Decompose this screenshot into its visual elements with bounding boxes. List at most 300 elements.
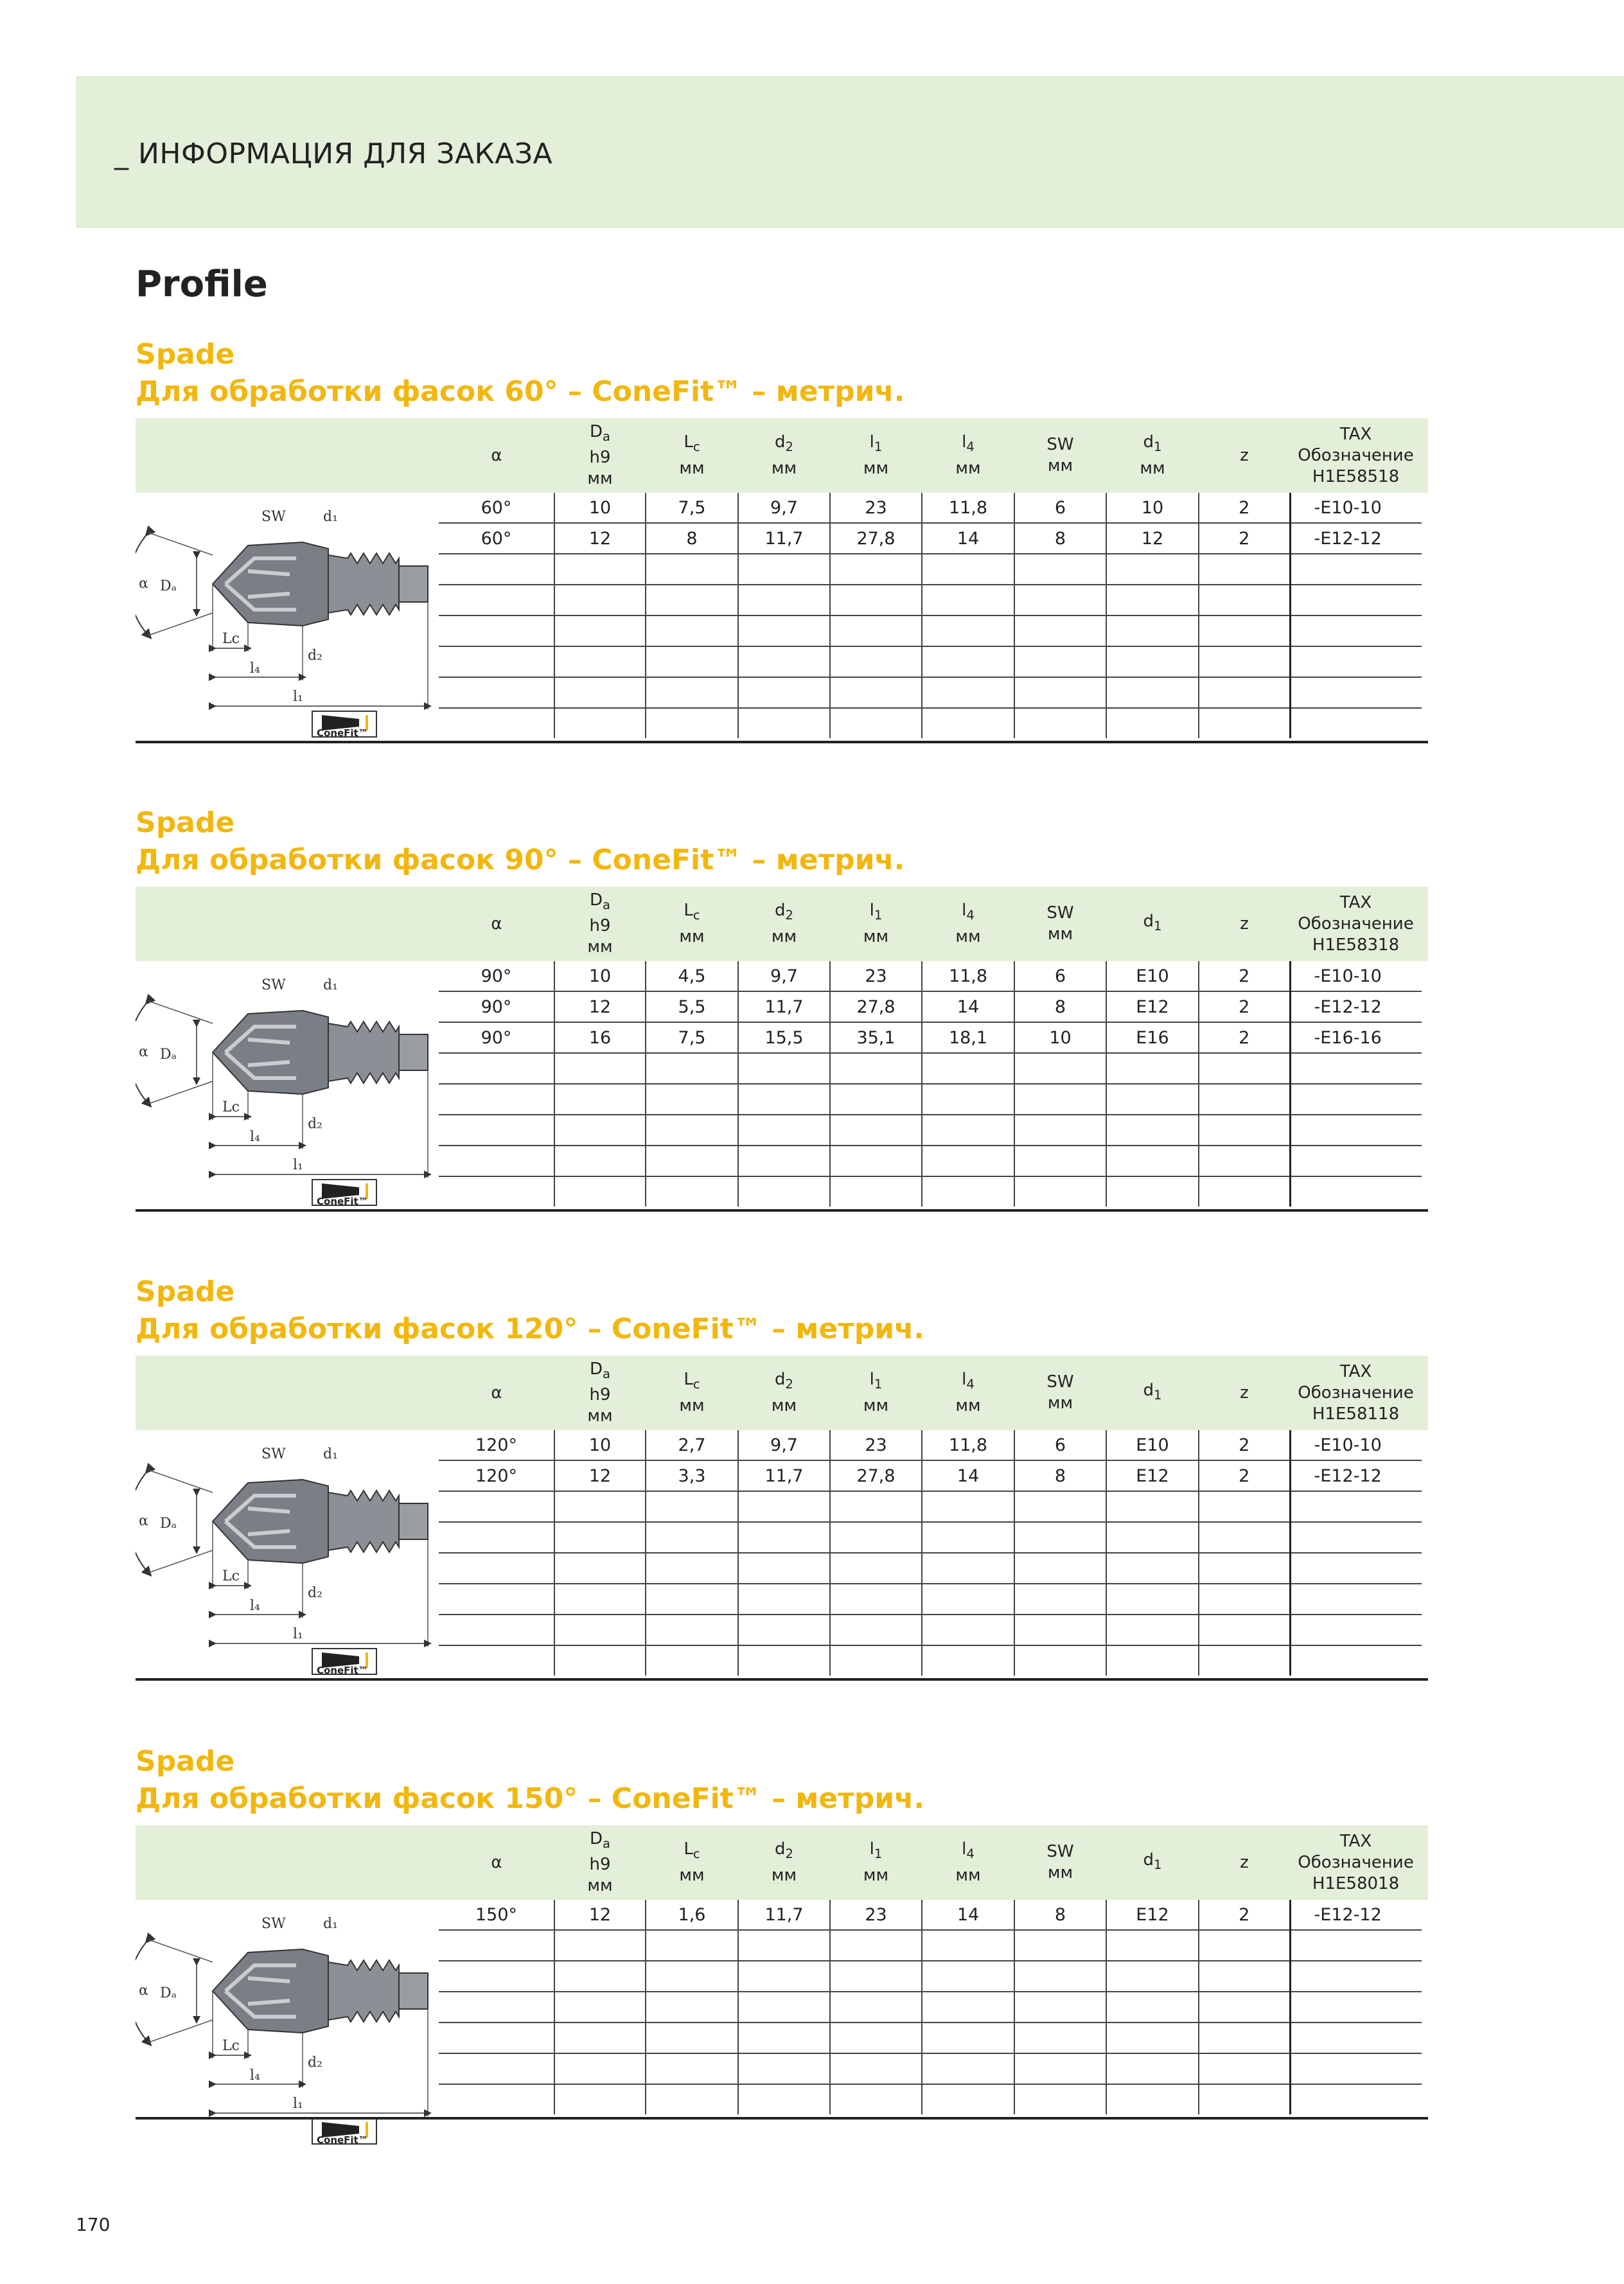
conefit-badge: [312, 2118, 376, 2145]
d2-dim-label: d₂: [308, 1585, 322, 1601]
lc-dim-label: Lc: [222, 1099, 240, 1115]
l1-dim-label: l₁: [293, 689, 303, 705]
column-header-d1: $d_1$: [1143, 1850, 1162, 1873]
empty-table-row: [439, 1553, 1422, 1584]
cell-l1: 27,8: [830, 991, 922, 1022]
cell-l1: [830, 708, 922, 738]
cell-l1: 23: [830, 1430, 922, 1460]
cell-sw: [1014, 1553, 1106, 1584]
product-section: [136, 1273, 1428, 1676]
svg-text:ConeFit™: ConeFit™: [317, 727, 368, 738]
cell-alpha: [439, 708, 554, 738]
cell-z: [1199, 1176, 1290, 1207]
alpha-dim-label: α: [139, 1513, 148, 1529]
column-header-lc: $L_c$ мм: [679, 432, 705, 478]
cell-tax: [1290, 554, 1422, 585]
cell-sw: [1014, 1176, 1106, 1207]
table-row: [439, 493, 1422, 523]
cell-d1: [1106, 554, 1199, 585]
threaded-shank: [328, 1960, 399, 2022]
cell-alpha: 90°: [439, 1022, 554, 1053]
cell-d1: [1106, 1522, 1199, 1553]
table-header-row: [439, 418, 1422, 493]
cell-l4: 11,8: [922, 1430, 1014, 1460]
cell-d2: [738, 1930, 830, 1961]
order-table: [439, 418, 1422, 738]
section-subtitle: Для обработки фасок 90° – ConeFit™ – метрич.: [136, 844, 905, 876]
cell-tax: -E12-12: [1290, 991, 1422, 1022]
cell-sw: 8: [1014, 523, 1106, 554]
cell-da: [554, 1645, 646, 1676]
da-dim-label: Dₐ: [160, 1047, 177, 1063]
cell-tax: [1290, 1930, 1422, 1961]
column-header-lc: $L_c$ мм: [679, 901, 705, 946]
tool-head-shape: [213, 1949, 328, 2033]
cell-alpha: 120°: [439, 1460, 554, 1491]
cell-alpha: [439, 646, 554, 677]
cell-z: [1199, 708, 1290, 738]
cell-tax: [1290, 1992, 1422, 2023]
cell-da: [554, 1615, 646, 1645]
empty-table-row: [439, 646, 1422, 677]
cell-d2: 9,7: [738, 493, 830, 523]
cell-d1: [1106, 1053, 1199, 1084]
cell-lc: [646, 1584, 738, 1615]
cell-tax: [1290, 2023, 1422, 2053]
conefit-badge: [312, 1649, 376, 1676]
cell-d1: [1106, 1930, 1199, 1961]
cell-l1: [830, 1584, 922, 1615]
cell-lc: 3,3: [646, 1460, 738, 1491]
cell-da: [554, 1553, 646, 1584]
cell-tax: -E12-12: [1290, 1460, 1422, 1491]
cell-d2: 11,7: [738, 1900, 830, 1930]
cell-sw: [1014, 677, 1106, 708]
cell-da: [554, 585, 646, 615]
cell-z: [1199, 1553, 1290, 1584]
cell-l4: 14: [922, 1460, 1014, 1491]
column-header-alpha: α: [491, 1852, 502, 1872]
cell-d2: [738, 1553, 830, 1584]
column-header-d2: $d_2$ мм: [771, 901, 797, 946]
tool-drawing: [136, 962, 437, 1207]
cell-sw: [1014, 1522, 1106, 1553]
cell-lc: [646, 1645, 738, 1676]
cell-l1: [830, 646, 922, 677]
l4-dim-label: l₄: [250, 660, 260, 677]
cell-da: [554, 1146, 646, 1176]
cell-alpha: [439, 2023, 554, 2053]
column-header-z: z: [1240, 445, 1249, 465]
product-section: [136, 804, 1428, 1207]
cell-l1: [830, 1522, 922, 1553]
cell-d2: [738, 554, 830, 585]
cell-lc: 5,5: [646, 991, 738, 1022]
cell-z: [1199, 1584, 1290, 1615]
page-number: 170: [76, 2214, 110, 2235]
empty-table-row: [439, 1930, 1422, 1961]
tool-drawing-area: [136, 494, 437, 738]
cell-lc: [646, 1553, 738, 1584]
l1-dim-label: l₁: [293, 2096, 303, 2112]
cell-d1: [1106, 1084, 1199, 1115]
cell-sw: 6: [1014, 493, 1106, 523]
cell-alpha: [439, 1615, 554, 1645]
d1-dim-label: d₁: [323, 1446, 338, 1462]
cell-lc: [646, 1115, 738, 1146]
column-header-da: $D_a$ h9 мм: [587, 890, 613, 957]
cell-alpha: [439, 1961, 554, 1992]
table-row: [439, 1430, 1422, 1460]
cell-tax: -E10-10: [1290, 1430, 1422, 1460]
column-header-alpha: α: [491, 1383, 502, 1403]
cell-alpha: [439, 2084, 554, 2114]
sw-dim-label: SW: [261, 509, 286, 525]
cell-z: [1199, 1053, 1290, 1084]
cell-sw: [1014, 708, 1106, 738]
tool-head-shape: [213, 542, 328, 626]
cell-alpha: [439, 2053, 554, 2084]
cell-d1: 12: [1106, 523, 1199, 554]
cell-tax: [1290, 1615, 1422, 1645]
page-title: Profile: [136, 263, 268, 305]
cell-l4: 11,8: [922, 961, 1014, 991]
cell-tax: [1290, 646, 1422, 677]
header-banner: [76, 76, 1624, 228]
cell-da: [554, 1584, 646, 1615]
cell-lc: 1,6: [646, 1900, 738, 1930]
da-dim-label: Dₐ: [160, 1985, 177, 2001]
cell-da: [554, 677, 646, 708]
cell-tax: [1290, 1584, 1422, 1615]
cell-tax: [1290, 1491, 1422, 1522]
empty-table-row: [439, 1522, 1422, 1553]
cell-z: 2: [1199, 1460, 1290, 1491]
cell-lc: 8: [646, 523, 738, 554]
cell-lc: 7,5: [646, 493, 738, 523]
cell-z: [1199, 615, 1290, 646]
cell-da: [554, 2053, 646, 2084]
empty-table-row: [439, 1053, 1422, 1084]
cell-alpha: [439, 1930, 554, 1961]
cell-z: [1199, 2084, 1290, 2114]
cell-lc: 7,5: [646, 1022, 738, 1053]
lc-dim-label: Lc: [222, 631, 240, 647]
table-row: [439, 1460, 1422, 1491]
cell-l4: 14: [922, 523, 1014, 554]
da-dim-label: Dₐ: [160, 578, 177, 594]
cell-z: 2: [1199, 961, 1290, 991]
cell-z: [1199, 1522, 1290, 1553]
sw-dim-label: SW: [261, 1446, 286, 1462]
column-header-sw: SW мм: [1046, 1372, 1074, 1413]
table-row: [439, 1022, 1422, 1053]
section-title: Spade: [136, 1275, 235, 1308]
d2-dim-label: d₂: [308, 648, 322, 664]
cell-d2: [738, 708, 830, 738]
l1-dim-label: l₁: [293, 1157, 303, 1173]
cell-d2: 9,7: [738, 961, 830, 991]
empty-table-row: [439, 554, 1422, 585]
cell-da: 12: [554, 1460, 646, 1491]
cell-lc: [646, 585, 738, 615]
cell-sw: 10: [1014, 1022, 1106, 1053]
column-header-da: $D_a$ h9 мм: [587, 1359, 613, 1426]
tool-drawing: [136, 494, 437, 738]
table-bottom-rule: [136, 1209, 1428, 1212]
cell-l4: [922, 1961, 1014, 1992]
cell-tax: [1290, 2084, 1422, 2114]
cell-l1: [830, 615, 922, 646]
column-header-da: $D_a$ h9 мм: [587, 421, 613, 489]
cell-sw: [1014, 1115, 1106, 1146]
cell-tax: [1290, 1176, 1422, 1207]
lc-dim-label: Lc: [222, 2038, 240, 2054]
cell-sw: [1014, 615, 1106, 646]
conefit-badge: [312, 1180, 376, 1207]
cell-z: [1199, 1084, 1290, 1115]
section-title: Spade: [136, 806, 235, 839]
svg-text:ConeFit™: ConeFit™: [317, 2134, 368, 2145]
alpha-dim-label: α: [139, 576, 148, 592]
threaded-shank: [328, 1491, 399, 1552]
cell-l4: [922, 1930, 1014, 1961]
cell-l4: 14: [922, 991, 1014, 1022]
cell-z: 2: [1199, 991, 1290, 1022]
cell-d2: [738, 1992, 830, 2023]
cell-alpha: 90°: [439, 961, 554, 991]
cell-z: [1199, 1645, 1290, 1676]
cell-tax: [1290, 615, 1422, 646]
cell-alpha: [439, 1053, 554, 1084]
cell-lc: [646, 1053, 738, 1084]
cell-l1: [830, 1491, 922, 1522]
cell-l1: 27,8: [830, 1460, 922, 1491]
cell-l1: [830, 2023, 922, 2053]
cell-l1: [830, 1176, 922, 1207]
cell-alpha: [439, 1146, 554, 1176]
cell-d1: E10: [1106, 961, 1199, 991]
cell-z: 2: [1199, 1900, 1290, 1930]
cell-tax: [1290, 585, 1422, 615]
cell-l1: 35,1: [830, 1022, 922, 1053]
cell-l4: [922, 1645, 1014, 1676]
threaded-shank: [328, 553, 399, 615]
cell-tax: [1290, 1084, 1422, 1115]
cell-d1: E10: [1106, 1430, 1199, 1460]
cell-d2: [738, 1961, 830, 1992]
cell-lc: [646, 1930, 738, 1961]
cell-z: [1199, 2053, 1290, 2084]
cell-alpha: [439, 615, 554, 646]
cell-d1: E16: [1106, 1022, 1199, 1053]
d1-dim-label: d₁: [323, 1916, 338, 1932]
cell-l1: 23: [830, 493, 922, 523]
cell-z: [1199, 1615, 1290, 1645]
cell-alpha: [439, 585, 554, 615]
cell-d1: [1106, 677, 1199, 708]
cell-lc: [646, 1176, 738, 1207]
cell-sw: 8: [1014, 1900, 1106, 1930]
cell-tax: -E12-12: [1290, 523, 1422, 554]
cell-d1: [1106, 585, 1199, 615]
cell-tax: -E16-16: [1290, 1022, 1422, 1053]
table-header-row: [439, 1825, 1422, 1900]
cell-z: [1199, 677, 1290, 708]
cell-tax: [1290, 1053, 1422, 1084]
cell-da: [554, 1176, 646, 1207]
cell-da: 12: [554, 523, 646, 554]
cell-d1: [1106, 2023, 1199, 2053]
cell-da: [554, 554, 646, 585]
cell-lc: [646, 2023, 738, 2053]
cell-d2: [738, 615, 830, 646]
cell-da: [554, 615, 646, 646]
tool-drawing: [136, 1431, 437, 1676]
cell-tax: -E10-10: [1290, 961, 1422, 991]
section-title: Spade: [136, 338, 235, 371]
cell-d2: [738, 585, 830, 615]
cell-d2: [738, 2053, 830, 2084]
table-row: [439, 523, 1422, 554]
cell-alpha: 120°: [439, 1430, 554, 1460]
cell-tax: [1290, 1146, 1422, 1176]
cell-l1: [830, 554, 922, 585]
d2-dim-label: d₂: [308, 1116, 322, 1132]
empty-table-row: [439, 1992, 1422, 2023]
cell-l1: [830, 585, 922, 615]
cell-d1: [1106, 2053, 1199, 2084]
cell-da: [554, 708, 646, 738]
cell-d2: 15,5: [738, 1022, 830, 1053]
cell-da: 10: [554, 493, 646, 523]
section-subtitle: Для обработки фасок 150° – ConeFit™ – метрич.: [136, 1782, 924, 1815]
column-header-sw: SW мм: [1046, 1842, 1074, 1882]
column-header-alpha: α: [491, 914, 502, 934]
cell-tax: [1290, 1522, 1422, 1553]
column-header-sw: SW мм: [1046, 903, 1074, 944]
empty-table-row: [439, 1115, 1422, 1146]
cell-da: [554, 2023, 646, 2053]
cell-tax: [1290, 1553, 1422, 1584]
cell-lc: [646, 2053, 738, 2084]
cell-sw: 8: [1014, 991, 1106, 1022]
column-header-d1: $d_1$: [1143, 911, 1162, 934]
cell-z: [1199, 585, 1290, 615]
cell-l4: [922, 1146, 1014, 1176]
cell-z: 2: [1199, 493, 1290, 523]
cell-lc: [646, 554, 738, 585]
column-header-l1: $l_1$ мм: [863, 1839, 889, 1885]
table-row: [439, 1900, 1422, 1930]
conefit-badge: [312, 711, 376, 738]
l4-dim-label: l₄: [250, 1598, 260, 1614]
cell-sw: [1014, 2084, 1106, 2114]
cell-z: 2: [1199, 523, 1290, 554]
cell-lc: [646, 615, 738, 646]
cell-da: 12: [554, 991, 646, 1022]
empty-table-row: [439, 585, 1422, 615]
cell-l1: [830, 2053, 922, 2084]
cell-sw: [1014, 1053, 1106, 1084]
cell-alpha: [439, 1176, 554, 1207]
cell-sw: 6: [1014, 1430, 1106, 1460]
empty-table-row: [439, 1961, 1422, 1992]
cell-lc: [646, 1992, 738, 2023]
cell-tax: [1290, 1961, 1422, 1992]
cell-d1: [1106, 1584, 1199, 1615]
cell-z: [1199, 1115, 1290, 1146]
cell-z: 2: [1199, 1022, 1290, 1053]
cell-d2: [738, 2084, 830, 2114]
column-header-d1: $d_1$ мм: [1140, 432, 1165, 478]
cell-tax: [1290, 2053, 1422, 2084]
cell-d1: E12: [1106, 991, 1199, 1022]
cell-d1: [1106, 1146, 1199, 1176]
column-header-z: z: [1240, 1383, 1249, 1403]
column-header-lc: $L_c$ мм: [679, 1839, 705, 1885]
cell-tax: -E10-10: [1290, 493, 1422, 523]
cell-alpha: 150°: [439, 1900, 554, 1930]
column-header-l4: $l_4$ мм: [955, 1370, 981, 1415]
cell-l4: [922, 2053, 1014, 2084]
cell-d2: [738, 1615, 830, 1645]
cell-d1: E12: [1106, 1460, 1199, 1491]
l1-dim-label: l₁: [293, 1626, 303, 1642]
cell-d2: [738, 1084, 830, 1115]
cell-l1: 23: [830, 1900, 922, 1930]
cell-lc: [646, 2084, 738, 2114]
cell-sw: [1014, 1930, 1106, 1961]
cell-d2: [738, 1053, 830, 1084]
cell-d1: [1106, 1115, 1199, 1146]
cell-z: 2: [1199, 1430, 1290, 1460]
column-header-sw: SW мм: [1046, 435, 1074, 475]
column-header-tax: TAX Обозначение H1E58318: [1298, 892, 1414, 955]
cell-l1: [830, 1930, 922, 1961]
cell-l4: [922, 1615, 1014, 1645]
svg-text:ConeFit™: ConeFit™: [317, 1665, 368, 1676]
column-header-l1: $l_1$ мм: [863, 901, 889, 946]
order-table: [439, 1825, 1422, 2114]
d1-dim-label: d₁: [323, 509, 338, 525]
cell-l1: [830, 1146, 922, 1176]
svg-text:ConeFit™: ConeFit™: [317, 1196, 368, 1207]
cell-l1: [830, 1115, 922, 1146]
column-header-l4: $l_4$ мм: [955, 1839, 981, 1885]
cell-sw: [1014, 1146, 1106, 1176]
cell-l4: [922, 1522, 1014, 1553]
cell-sw: [1014, 646, 1106, 677]
column-header-tax: TAX Обозначение H1E58118: [1298, 1361, 1414, 1424]
cell-l4: [922, 1084, 1014, 1115]
d2-dim-label: d₂: [308, 2055, 322, 2071]
cell-l4: 14: [922, 1900, 1014, 1930]
empty-table-row: [439, 708, 1422, 738]
table-bottom-rule: [136, 741, 1428, 743]
cell-d1: [1106, 1615, 1199, 1645]
cell-l1: [830, 1645, 922, 1676]
cell-lc: [646, 677, 738, 708]
cell-sw: [1014, 1992, 1106, 2023]
threaded-shank: [328, 1022, 399, 1083]
cell-sw: [1014, 1084, 1106, 1115]
cell-l4: 18,1: [922, 1022, 1014, 1053]
empty-table-row: [439, 1176, 1422, 1207]
cell-d2: [738, 1584, 830, 1615]
column-header-d2: $d_2$ мм: [771, 432, 797, 478]
cell-da: 16: [554, 1022, 646, 1053]
